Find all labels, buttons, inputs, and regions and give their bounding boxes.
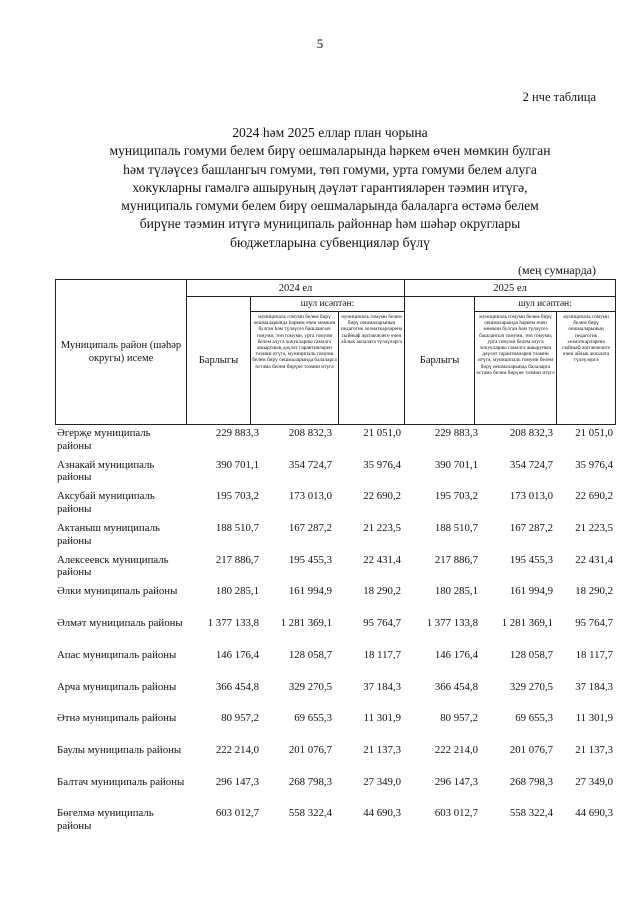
class-pay-2025: 21 137,3: [575, 743, 613, 756]
title-line: муниципаль гомуми белем бирү оешмаларында балаларга өстәмә белем: [121, 198, 539, 214]
total-2025: 80 957,2: [440, 712, 478, 725]
total-2025: 366 454,8: [434, 680, 478, 693]
class-pay-2024: 11 301,9: [363, 712, 401, 725]
page-number: 5: [316, 36, 324, 51]
class-pay-2025: 27 349,0: [575, 775, 613, 788]
general-2025: 128 058,7: [509, 648, 553, 661]
general-2025: 173 013,0: [509, 490, 553, 503]
total-2024: 80 957,2: [221, 712, 259, 725]
class-pay-2025: 18 117,7: [575, 648, 613, 661]
class-pay-2024: 18 290,2: [363, 585, 401, 598]
general-2025: 268 798,3: [509, 775, 553, 788]
general-2025: 195 455,3: [509, 553, 553, 566]
units-label: (мең сумнарда): [518, 263, 596, 277]
total-2025: 146 176,4: [434, 648, 478, 661]
general-2024: 69 655,3: [294, 712, 332, 725]
table-row: [55, 425, 615, 457]
class-pay-2025: 22 431,4: [575, 553, 613, 566]
general-2024: 329 270,5: [288, 680, 332, 693]
header-total-2024: Барлыгы: [187, 297, 251, 425]
general-2024: 354 724,7: [288, 458, 332, 471]
general-2024: 167 287,2: [288, 522, 332, 535]
class-pay-2025: 35 976,4: [575, 458, 613, 471]
header-general-education-2024: муниципаль гомуми белем бирү оешмаларында һәркем өчен мөмкин булган һәм түләүсез башлангыч гомуми, төп гомуми, урта гомуми белем алуга хокукларны гамәлгә ашыруның дәүләт гарантияләрен тәэмин итүгә, муниципаль гомуми белем бирү оешмаларында балаларга өстәмә белем бирүне тәэмин итүгә: [251, 312, 339, 425]
title-line: хокукларны гамәлгә ашыруның дәүләт гарантияләрен тәэмин итүгә,: [132, 179, 528, 195]
total-2024: 229 883,3: [215, 427, 259, 439]
total-2025: 229 883,3: [434, 427, 478, 439]
header-municipality: Муниципаль район (шәһәр округы) исеме: [56, 280, 187, 425]
class-pay-2024: 95 764,7: [363, 617, 401, 630]
municipality-name: Бөгелмә муниципаль районы: [57, 807, 154, 832]
class-pay-2024: 37 184,3: [363, 680, 401, 693]
total-2024: 603 012,7: [215, 807, 259, 820]
general-2024: 161 994,9: [288, 585, 332, 598]
header-class-teacher-pay-2025: муниципаль гомуми белем бирү оешмаларының педагогик хезмәткәрләренә сыйныф җитәкчелеге өчен айлык акчалата түләүләргә: [557, 312, 616, 425]
table-row: [55, 742, 615, 774]
table-row: [55, 552, 615, 584]
general-2024: 268 798,3: [288, 775, 332, 788]
total-2024: 217 886,7: [215, 553, 259, 566]
general-2024: 195 455,3: [288, 553, 332, 566]
class-pay-2025: 95 764,7: [575, 617, 613, 630]
class-pay-2024: 35 976,4: [363, 458, 401, 471]
table-row: [55, 679, 615, 711]
class-pay-2024: 21 137,3: [363, 743, 401, 756]
title-line: бюджетларына субвенцияләр бүлү: [230, 234, 430, 250]
title-line: бирүне тәэмин итүгә муниципаль районнар һәм шәһәр округлары: [139, 216, 521, 232]
total-2024: 296 147,3: [215, 775, 259, 788]
total-2025: 217 886,7: [434, 553, 478, 566]
total-2024: 146 176,4: [215, 648, 259, 661]
municipality-name: Актаныш муниципаль районы: [57, 522, 160, 547]
municipality-name: Әлки муниципаль районы: [57, 585, 178, 598]
general-2025: 354 724,7: [509, 458, 553, 471]
total-2025: 296 147,3: [434, 775, 478, 788]
class-pay-2025: 21 051,0: [575, 427, 613, 439]
general-2024: 173 013,0: [288, 490, 332, 503]
header-including-2025: шул исәптән:: [475, 297, 616, 312]
table-row: [55, 805, 615, 837]
class-pay-2025: 44 690,3: [575, 807, 613, 820]
table-row: [55, 774, 615, 806]
class-pay-2024: 27 349,0: [363, 775, 401, 788]
total-2024: 188 510,7: [215, 522, 259, 535]
total-2025: 1 377 133,8: [426, 617, 478, 630]
total-2024: 180 285,1: [215, 585, 259, 598]
class-pay-2025: 11 301,9: [575, 712, 613, 725]
general-2024: 558 322,4: [288, 807, 332, 820]
total-2025: 222 214,0: [434, 743, 478, 756]
class-pay-2025: 18 290,2: [575, 585, 613, 598]
class-pay-2025: 21 223,5: [575, 522, 613, 535]
total-2025: 603 012,7: [434, 807, 478, 820]
total-2024: 390 701,1: [215, 458, 259, 471]
header-year-2024: 2024 ел: [187, 280, 405, 297]
header-total-2025: Барлыгы: [405, 297, 475, 425]
general-2025: 1 281 369,1: [501, 617, 553, 630]
class-pay-2024: 22 690,2: [363, 490, 401, 503]
table-body: [55, 425, 615, 837]
total-2025: 180 285,1: [434, 585, 478, 598]
class-pay-2024: 21 051,0: [363, 427, 401, 439]
municipality-name: Алексеевск муниципаль районы: [57, 553, 169, 579]
table-row: [55, 520, 615, 552]
general-2025: 201 076,7: [509, 743, 553, 756]
general-2024: 201 076,7: [288, 743, 332, 756]
total-2024: 222 214,0: [215, 743, 259, 756]
class-pay-2024: 21 223,5: [363, 522, 401, 535]
general-2024: 128 058,7: [288, 648, 332, 661]
table-row: [55, 583, 615, 615]
total-2024: 195 703,2: [215, 490, 259, 503]
general-2025: 161 994,9: [509, 585, 553, 598]
general-2024: 1 281 369,1: [280, 617, 332, 630]
total-2024: 1 377 133,8: [207, 617, 259, 630]
municipality-name: Азнакай муниципаль районы: [57, 458, 155, 484]
general-2025: 167 287,2: [509, 522, 553, 535]
table-label: 2 нче таблица: [522, 90, 596, 104]
title-line: һәм түләүсез башлангыч гомуми, төп гомуми, урта гомуми белем алуга: [123, 161, 537, 177]
class-pay-2025: 22 690,2: [575, 490, 613, 503]
table-row: [55, 457, 615, 489]
municipality-name: Балтач муниципаль районы: [57, 775, 185, 788]
general-2025: 208 832,3: [509, 427, 553, 439]
header-class-teacher-pay-2024: муниципаль гомуми белем бирү оешмаларының педагогик хезмәткәрләренә сыйныф җитәкчелеге өчен айлык акчалата түләүләргә: [339, 312, 405, 425]
total-2025: 390 701,1: [434, 458, 478, 471]
table-row: [55, 488, 615, 520]
document-title: [60, 124, 600, 252]
title-line: 2024 һәм 2025 еллар план чорына: [232, 125, 428, 140]
general-2025: 558 322,4: [509, 807, 553, 820]
table-row: [55, 615, 615, 647]
municipality-name: Әгерҗе муниципаль районы: [57, 427, 151, 452]
header-year-2025: 2025 ел: [405, 280, 616, 297]
general-2024: 208 832,3: [288, 427, 332, 439]
table-row: [55, 647, 615, 679]
municipality-name: Арча муниципаль районы: [57, 680, 177, 693]
class-pay-2024: 44 690,3: [363, 807, 401, 820]
municipality-name: Аксубай муниципаль районы: [57, 490, 155, 515]
municipality-name: Баулы муниципаль районы: [57, 743, 182, 756]
title-line: муниципаль гомуми белем бирү оешмаларында һәркем өчен мөмкин булган: [109, 143, 551, 159]
total-2024: 366 454,8: [215, 680, 259, 693]
table-header: [55, 279, 616, 425]
header-including-2024: шул исәптән:: [251, 297, 405, 312]
municipality-name: Әлмәт муниципаль районы: [57, 617, 183, 630]
class-pay-2024: 18 117,7: [363, 648, 401, 661]
class-pay-2025: 37 184,3: [575, 680, 613, 693]
total-2025: 195 703,2: [434, 490, 478, 503]
table-row: [55, 710, 615, 742]
municipality-name: Апас муниципаль районы: [57, 648, 177, 661]
header-general-education-2025: муниципаль гомуми белем бирү оешмаларында һәркем өчен мөмкин булган һәм түләүсез башлангыч гомуми, төп гомуми, урта гомуми белем алуга хокукларны гамәлгә ашыруның дәүләт гарантияләрен тәэмин итүгә, муниципаль гомуми белем бирү оешмаларында балаларга өстәмә белем бирүне тәэмин итүгә: [475, 312, 557, 425]
municipality-name: Әтнә муниципаль районы: [57, 712, 177, 725]
general-2025: 329 270,5: [509, 680, 553, 693]
general-2025: 69 655,3: [515, 712, 553, 725]
class-pay-2024: 22 431,4: [363, 553, 401, 566]
total-2025: 188 510,7: [434, 522, 478, 535]
